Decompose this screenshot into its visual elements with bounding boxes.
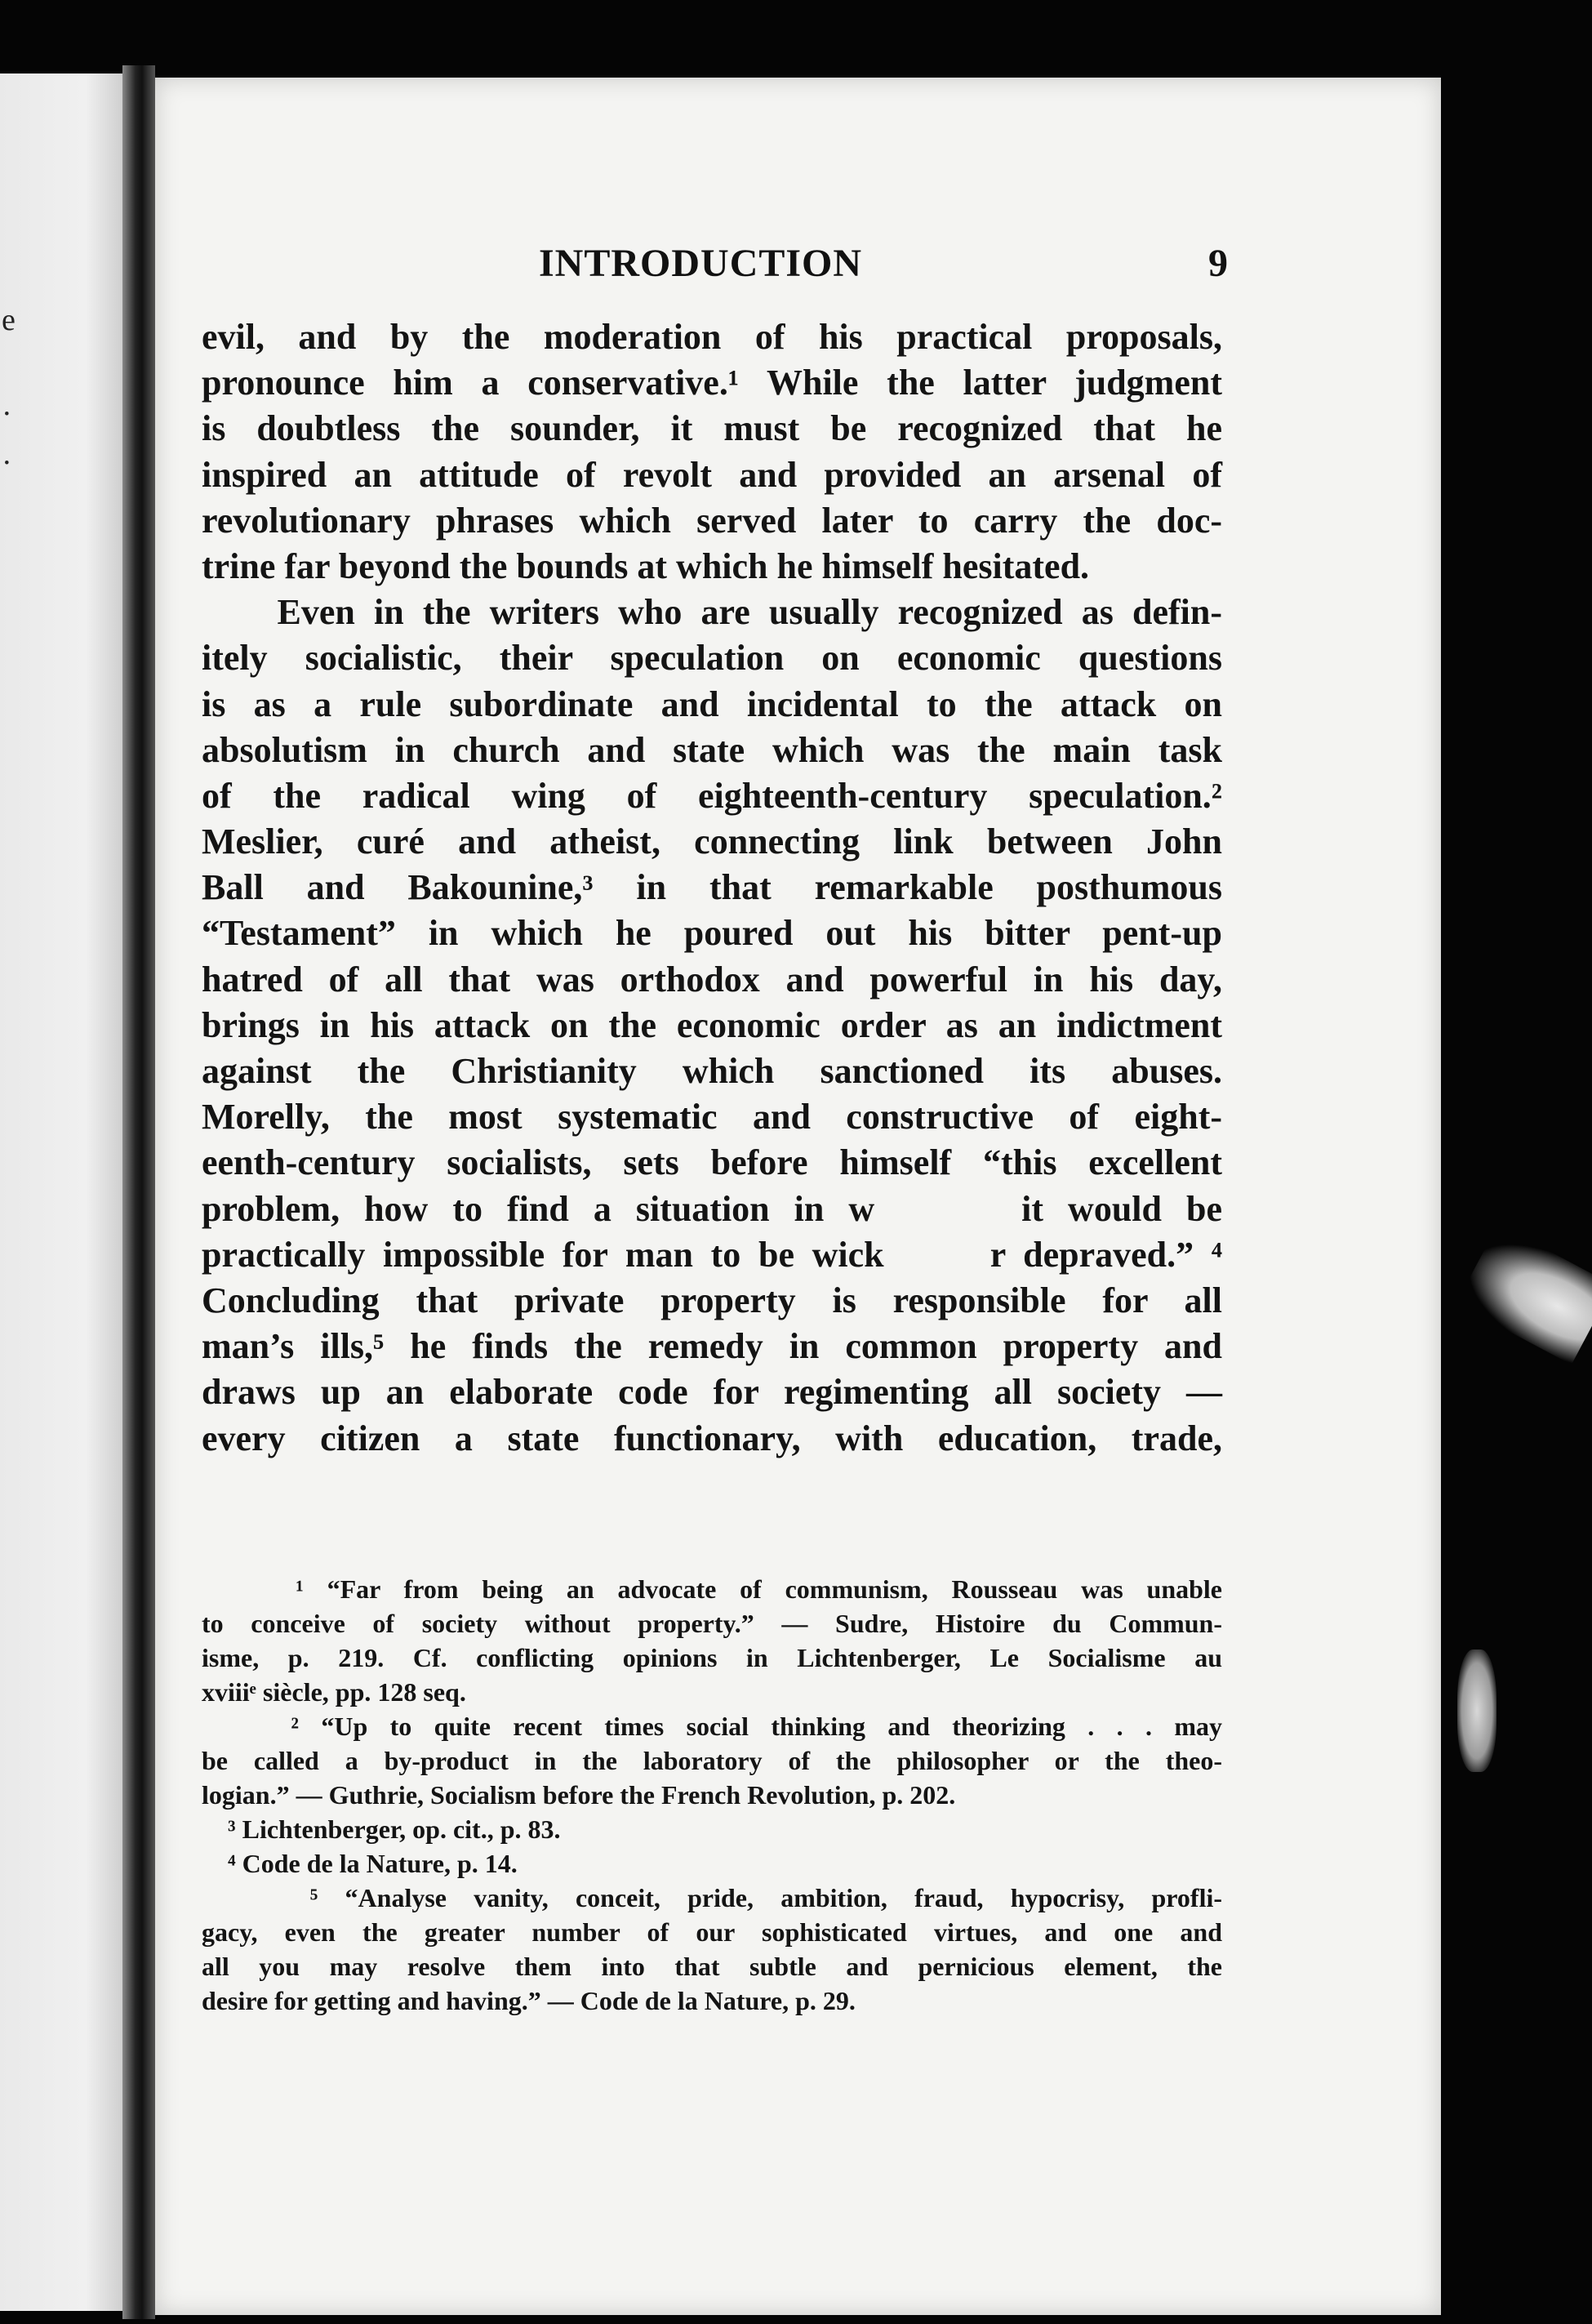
running-head xyxy=(155,241,1441,290)
body-line: “Testament” in which he poured out his bitter pent-up xyxy=(202,913,1222,954)
body-line: absolutism in church and state which was the main task xyxy=(202,729,1222,770)
body-line: inspired an attitude of revolt and provided an arsenal of xyxy=(202,454,1222,495)
body-line: is as a rule subordinate and incidental to the attack on xyxy=(202,683,1222,724)
body-line: Even in the writers who are usually recognized as defin- xyxy=(202,592,1222,633)
body-line: is doubtless the sounder, it must be recognized that he xyxy=(202,408,1222,449)
footnote-line: all you may resolve them into that subtle and pernicious element, the xyxy=(202,1952,1222,1981)
book-gutter xyxy=(122,65,155,2319)
footnote-line: desire for getting and having.” — Code de la Nature, p. 29. xyxy=(202,1986,856,2015)
running-title: INTRODUCTION xyxy=(539,242,863,285)
body-line: against the Christianity which sanctioned its abuses. xyxy=(202,1051,1222,1091)
body-line: every citizen a state functionary, with education, trade, xyxy=(202,1418,1222,1458)
body-line: Ball and Bakounine,³ in that remarkable posthumous xyxy=(202,867,1222,908)
left-page-mark: e xyxy=(2,303,16,337)
footnote-line: logian.” — Guthrie, Socialism before the French Revolution, p. 202. xyxy=(202,1780,956,1810)
scan-artifact xyxy=(1457,1650,1496,1772)
body-line: of the radical wing of eighteenth-century speculation.² xyxy=(202,775,1222,816)
footnote-line: ⁵ “Analyse vanity, conceit, pride, ambition, fraud, hypocrisy, profli- xyxy=(202,1883,1222,1912)
body-line: trine far beyond the bounds at which he himself hesitated. xyxy=(202,545,1090,586)
footnote-line: to conceive of society without property.” — Sudre, Histoire du Commun- xyxy=(202,1609,1222,1638)
body-line: itely socialistic, their speculation on economic questions xyxy=(202,638,1222,679)
left-page-mark: · xyxy=(2,446,12,480)
footnote-line: ⁴ Code de la Nature, p. 14. xyxy=(202,1849,518,1878)
body-line: evil, and by the moderation of his practical proposals, xyxy=(202,317,1222,357)
body-line: practically impossible for man to be wick r depraved.” ⁴ xyxy=(202,1234,1222,1275)
footnote-line: xviiiᵉ siècle, pp. 128 seq. xyxy=(202,1677,466,1707)
body-line: hatred of all that was orthodox and powerful in his day, xyxy=(202,959,1222,999)
footnote-line: gacy, even the greater number of our sophisticated virtues, and one and xyxy=(202,1917,1222,1947)
body-line: draws up an elaborate code for regimenting all society — xyxy=(202,1372,1222,1413)
body-line: Concluding that private property is responsible for all xyxy=(202,1280,1222,1320)
body-line: Morelly, the most systematic and constructive of eight- xyxy=(202,1097,1222,1138)
footnote-line: ² “Up to quite recent times social thinking and theorizing . . . may xyxy=(202,1712,1222,1741)
footnotes xyxy=(202,1572,1222,2018)
footnote-line: be called a by-product in the laboratory of the philosopher or the theo- xyxy=(202,1746,1222,1775)
body-line: Meslier, curé and atheist, connecting link between John xyxy=(202,821,1222,862)
footnote-line: ¹ “Far from being an advocate of communism, Rousseau was unable xyxy=(202,1574,1222,1604)
body-line: brings in his attack on the economic order as an indictment xyxy=(202,1004,1222,1045)
scan-glare xyxy=(1456,1224,1592,1365)
body-line: man’s ills,⁵ he finds the remedy in common property and xyxy=(202,1326,1222,1367)
body-line: pronounce him a conservative.¹ While the latter judgment xyxy=(202,363,1222,403)
book-page xyxy=(155,78,1441,2315)
body-line: revolutionary phrases which served later to carry the doc- xyxy=(202,500,1222,541)
body-line: eenth-century socialists, sets before himself “this excellent xyxy=(202,1142,1222,1183)
body-text xyxy=(202,314,1222,1462)
footnote-line: isme, p. 219. Cf. conflicting opinions in Lichtenberger, Le Socialisme au xyxy=(202,1643,1222,1672)
page-number: 9 xyxy=(1208,242,1228,285)
left-page-edge xyxy=(0,73,143,2311)
footnote-line: ³ Lichtenberger, op. cit., p. 83. xyxy=(202,1814,561,1844)
left-page-mark: · xyxy=(2,397,12,431)
body-line: problem, how to find a situation in w it would be xyxy=(202,1188,1222,1229)
